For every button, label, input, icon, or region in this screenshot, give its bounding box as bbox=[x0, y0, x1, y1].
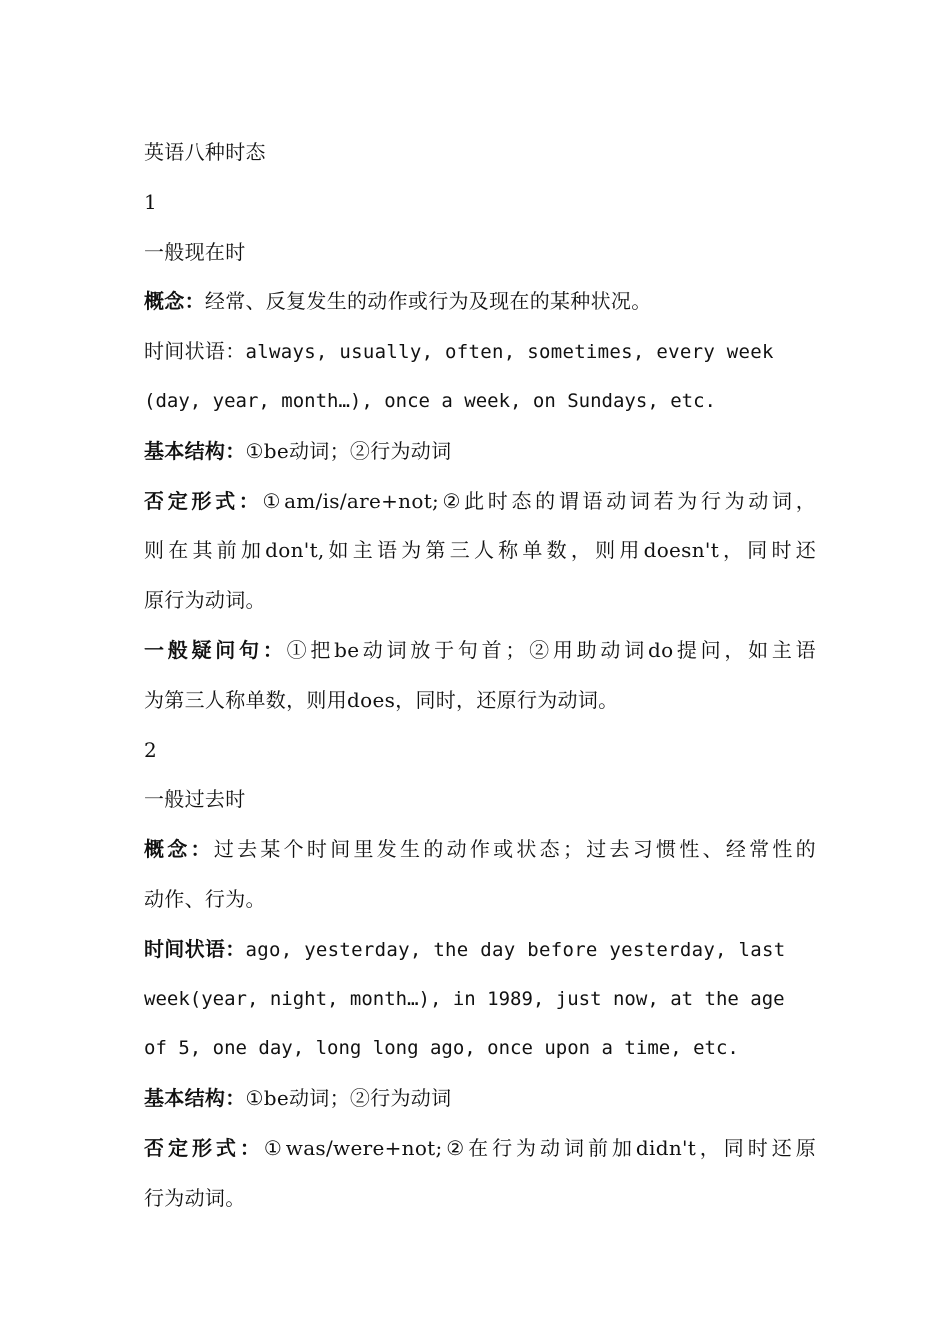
section-1-negative bbox=[144, 477, 816, 527]
section-2-concept bbox=[144, 825, 816, 875]
section-2-number: 2 bbox=[144, 737, 158, 762]
section-1-concept bbox=[144, 277, 816, 327]
negative-label: 否定形式： bbox=[144, 1135, 264, 1160]
section-1-number: 1 bbox=[144, 189, 158, 214]
section-2-time-adverbials-cont: week(year, night, month…), in 1989, just now, at the age bbox=[144, 987, 785, 1010]
time-text: ago, yesterday, the day before yesterday, last bbox=[245, 938, 786, 961]
negative-label: 否定形式： bbox=[144, 488, 263, 513]
structure-label: 基本结构： bbox=[144, 438, 246, 463]
section-1-negative-end: 原行为动词。 bbox=[144, 588, 266, 613]
question-text: ①把be动词放于句首；②用助动词do提问，如主语 bbox=[286, 637, 816, 662]
negative-text: ①was/were+not;②在行为动词前加didn't，同时还原 bbox=[263, 1135, 817, 1160]
section-1-question-cont: 为第三人称单数，则用does，同时，还原行为动词。 bbox=[144, 687, 619, 712]
section-2-heading: 一般过去时 bbox=[144, 787, 246, 812]
structure-text: ①be动词；②行为动词 bbox=[245, 438, 452, 463]
negative-text: ①am/is/are+not;②此时态的谓语动词若为行为动词， bbox=[262, 488, 817, 513]
section-1-question bbox=[144, 626, 816, 676]
concept-label: 概念： bbox=[144, 289, 205, 314]
concept-text: 经常、反复发生的动作或行为及现在的某种状况。 bbox=[204, 289, 652, 314]
structure-label: 基本结构： bbox=[144, 1086, 246, 1111]
time-text: always, usually, often, sometimes, every week bbox=[245, 341, 774, 364]
question-label: 一般疑问句： bbox=[144, 637, 287, 662]
section-1-time-adverbials bbox=[144, 327, 816, 377]
section-1-heading: 一般现在时 bbox=[144, 239, 246, 264]
section-2-negative bbox=[144, 1124, 816, 1174]
section-2-time-adverbials-end: of 5, one day, long long ago, once upon a time, etc. bbox=[144, 1037, 739, 1060]
time-label: 时间状语： bbox=[144, 936, 246, 961]
structure-text: ①be动词；②行为动词 bbox=[245, 1086, 452, 1111]
section-2-time-adverbials bbox=[144, 925, 816, 975]
section-2-negative-cont: 行为动词。 bbox=[144, 1185, 246, 1210]
section-2-concept-cont: 动作、行为。 bbox=[144, 886, 266, 911]
document-body bbox=[144, 128, 816, 1224]
document-title: 英语八种时态 bbox=[144, 140, 266, 164]
section-1-time-adverbials-cont: (day, year, month…), once a week, on Sundays, etc. bbox=[144, 389, 716, 412]
section-1-structure bbox=[144, 427, 816, 477]
concept-label: 概念： bbox=[144, 837, 214, 862]
concept-text: 过去某个时间里发生的动作或状态；过去习惯性、经常性的 bbox=[213, 837, 816, 862]
time-label: 时间状语： bbox=[144, 339, 246, 364]
section-2-structure bbox=[144, 1074, 816, 1124]
section-1-negative-cont: 则在其前加don't,如主语为第三人称单数，则用doesn't，同时还 bbox=[144, 538, 816, 563]
